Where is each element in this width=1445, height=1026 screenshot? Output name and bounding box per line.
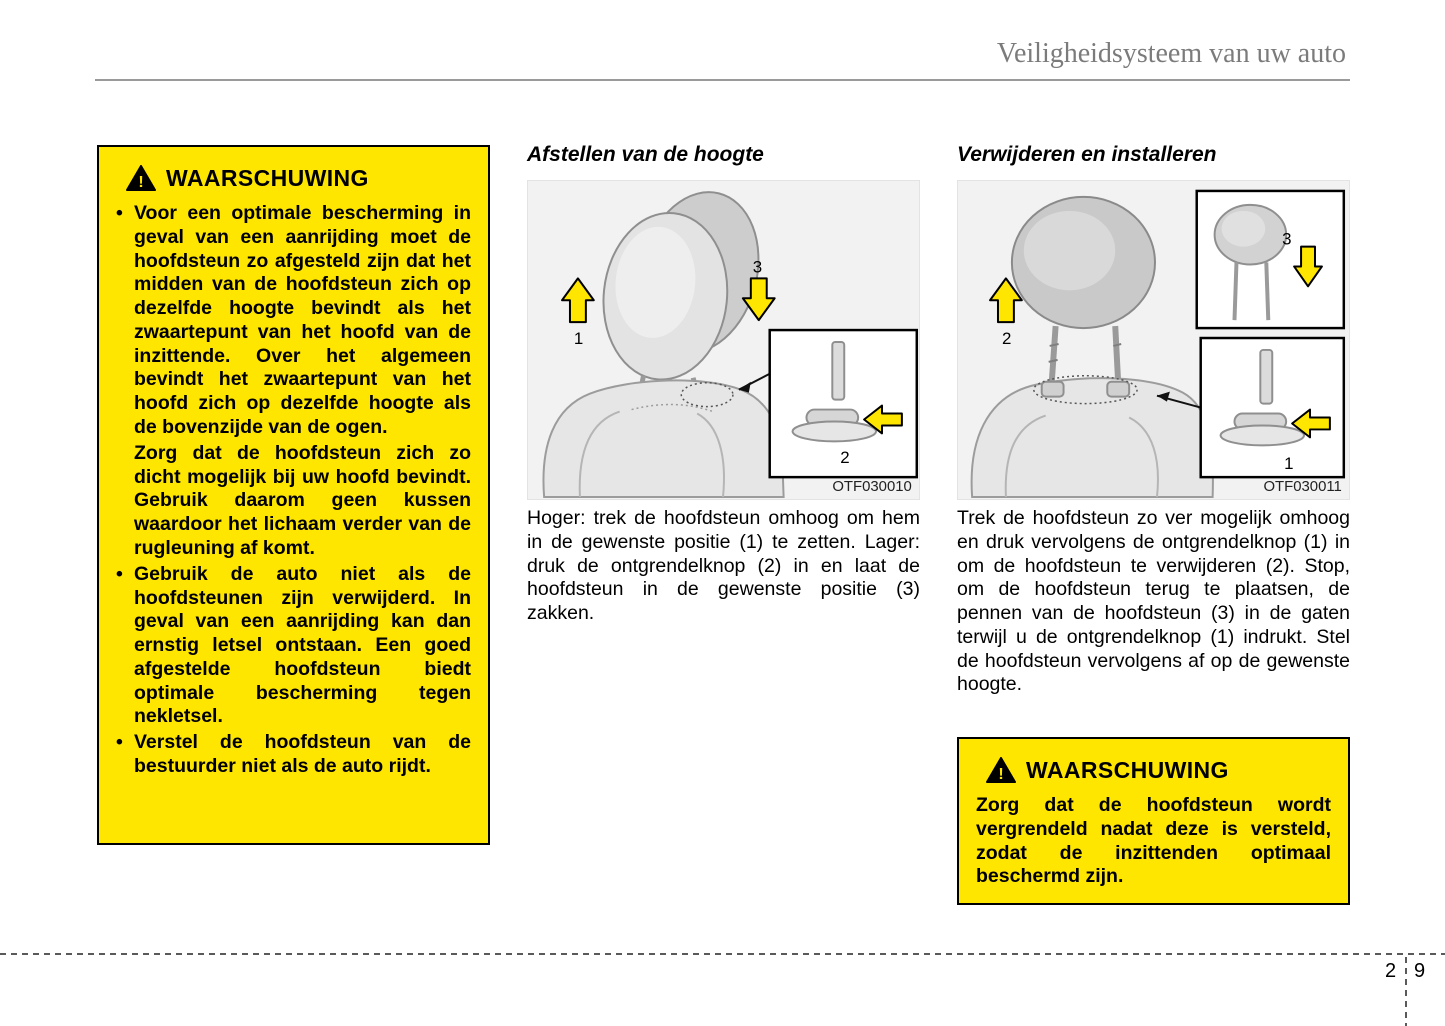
footer-vertical-dashed-rule <box>1405 957 1407 1026</box>
warning-header-left <box>126 165 471 192</box>
footer-dashed-rule <box>0 953 1445 955</box>
warning-triangle-icon <box>126 165 156 192</box>
footer-chapter-number: 2 <box>1385 960 1397 982</box>
figure-label-button: 1 <box>1284 454 1294 474</box>
warning-text: Verstel de hoofdsteun van de bestuurder niet als de auto rijdt. <box>134 731 471 777</box>
headrest-poles <box>1049 326 1122 384</box>
svg-text:!: ! <box>998 766 1004 783</box>
bullet-marker: • <box>116 202 123 224</box>
figure-label-down: 3 <box>752 257 763 277</box>
warning-title: WAARSCHUWING <box>1026 757 1229 783</box>
bullet-marker: • <box>116 731 123 754</box>
seat-back-shape <box>972 378 1213 497</box>
headrest-shape <box>1012 197 1155 328</box>
arrow-up-icon <box>562 278 594 322</box>
warning-triangle-icon <box>986 757 1016 784</box>
figure-caption: OTF030010 <box>832 479 912 496</box>
warning-bullet-item <box>116 202 471 440</box>
warning-text-continuation: Zorg dat de hoofdsteun zich zo dicht mogelijk bij uw hoofd bevindt. Gebruik daarom geen kussen waardoor het lichaam verder van de rugleuning af komt. <box>134 441 471 559</box>
figure-caption: OTF030011 <box>1263 479 1342 496</box>
paragraph-adjust-height: Hoger: trek de hoofdsteun omhoog om hem in de gewenste positie (1) te zetten. Lager: druk de ontgrendelknop (2) in en laat de hoofdsteun in de gewenste positie (3) zakken. <box>527 507 920 625</box>
release-button-inset <box>770 330 917 477</box>
warning-bullet-item <box>116 731 471 779</box>
svg-text:!: ! <box>138 174 144 191</box>
headrest-adjust-illustration <box>528 181 919 499</box>
paragraph-remove-install: Trek de hoofdsteun zo ver mogelijk omhoog en druk vervolgens de ontgrendelknop (1) in om de hoofdsteun te verwijderen (2). Stop, om de hoofdsteun terug te plaatsen, de pennen van de hoofdsteun (3) in de gaten terwijl u de ontgrendelknop (1) indrukt. Stel de hoofdsteun vervolgens af op de gewenste hoogte. <box>957 507 1350 696</box>
bullet-marker: • <box>116 562 123 585</box>
section-heading-remove-install: Verwijderen en installeren <box>957 143 1217 166</box>
warning-text: Gebruik de auto niet als de hoofdsteunen zijn verwijderd. In geval van een aanrijding kan dan ernstig letsel ontstaan. Een goed afgestelde hoofdsteun biedt optimale bescherming tegen nekletsel. <box>134 562 471 728</box>
headrest-insert-inset <box>1197 191 1344 328</box>
footer-page-number: 9 <box>1414 960 1426 982</box>
header-rule <box>95 79 1350 81</box>
warning-bullet-item <box>116 563 471 729</box>
figure-headrest-height-adjust <box>527 180 920 500</box>
warning-title: WAARSCHUWING <box>166 165 369 191</box>
warning-text: Zorg dat de hoofdsteun wordt vergrendeld nadat deze is versteld, zodat de inzittenden optimaal beschermd zijn. <box>976 794 1331 888</box>
release-button-inset <box>1201 338 1344 477</box>
headrest-remove-illustration <box>958 181 1349 499</box>
page-header-title: Veiligheidsysteem van uw auto <box>996 38 1346 69</box>
figure-headrest-remove-install <box>957 180 1350 500</box>
figure-label-button: 2 <box>840 448 850 468</box>
warning-header-right <box>986 757 1331 784</box>
figure-label-up: 1 <box>573 328 584 348</box>
section-heading-adjust-height: Afstellen van de hoogte <box>527 143 764 166</box>
warning-text: Voor een optimale bescherming in geval van een aanrijding moet de hoofdsteun zo afgesteld zijn dat het midden van de hoofdsteun zich op dezelfde hoogte bevindt als het zwaartepunt van het hoofd van de inzittende. Over het algemeen bevindt het zwaartepunt van het hoofd zich op dezelfde hoogte als de bovenzijde van de ogen. <box>134 202 471 439</box>
figure-label-up: 2 <box>1001 328 1012 348</box>
seat-back-shape <box>543 380 783 497</box>
figure-label-down: 3 <box>1282 229 1292 249</box>
warning-box-left <box>97 145 490 845</box>
warning-box-right <box>957 737 1350 905</box>
